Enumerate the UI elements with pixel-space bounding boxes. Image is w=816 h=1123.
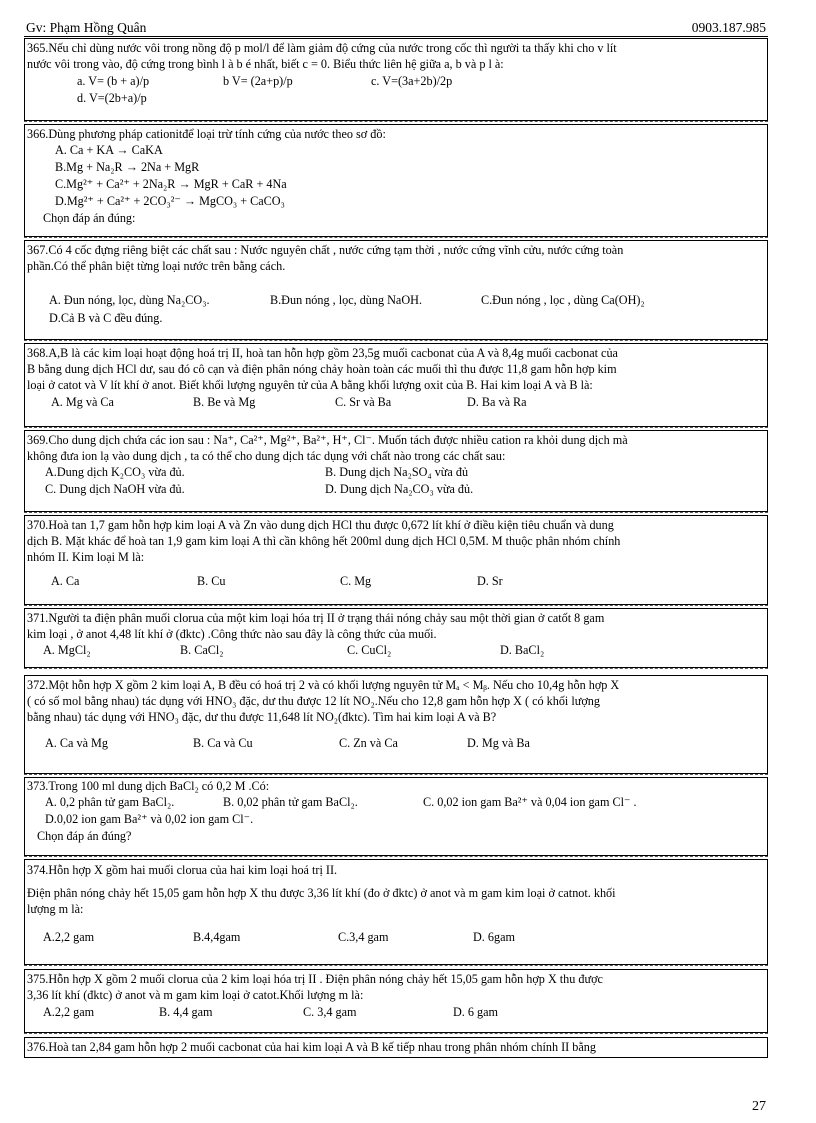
question-375 bbox=[24, 969, 768, 1033]
q375-line2: 3,36 lít khí (đktc) ở anot và m gam kim loại ở catot.Khối lượng m là: bbox=[27, 988, 364, 1002]
q374-option-a: A.2,2 gam bbox=[43, 930, 95, 944]
q371-option-b: B. CaCl₂ bbox=[180, 643, 224, 657]
q369-line2: không đưa ion lạ vào dung dịch , ta có thể cho dung dịch tác dụng với chất nào trong các chất sau: bbox=[27, 449, 506, 463]
q370-line3: nhóm II. Kim loại M là: bbox=[27, 550, 145, 564]
q376-line1: 376.Hoà tan 2,84 gam hỗn hợp 2 muối cacbonat của hai kim loại A và B kế tiếp nhau trong phân nhóm chính II bằng bbox=[27, 1040, 596, 1054]
q373-prompt: Chọn đáp án đúng? bbox=[37, 829, 132, 843]
q370-option-c: C. Mg bbox=[340, 574, 372, 588]
q368-option-a: A. Mg và Ca bbox=[51, 395, 114, 409]
q366-line1: 366.Dùng phương pháp cationitđể loại trừ tính cứng của nước theo sơ đồ: bbox=[27, 127, 386, 141]
q374-option-c: C.3,4 gam bbox=[338, 930, 389, 944]
separator bbox=[24, 774, 768, 775]
q368-line1: 368.A,B là các kim loại hoạt động hoá trị II, hoà tan hỗn hợp gồm 23,5g muối cacbonat của A và 8,4g muối cacbonat của bbox=[27, 346, 618, 360]
q369-option-d: D. Dung dịch Na₂CO₃ vừa đủ. bbox=[325, 482, 474, 496]
q370-option-b: B. Cu bbox=[197, 574, 226, 588]
q374-option-b: B.4,4gam bbox=[193, 930, 241, 944]
q368-option-b: B. Be và Mg bbox=[193, 395, 256, 409]
q371-option-c: C. CuCl₂ bbox=[347, 643, 392, 657]
question-374 bbox=[24, 859, 768, 965]
separator bbox=[24, 512, 768, 513]
q375-option-b: B. 4,4 gam bbox=[159, 1005, 213, 1019]
q374-line2: Điện phân nóng chảy hết 15,05 gam hỗn hợp X thu được 3,36 lít khí (đo ở đktc) ở anot và m gam kim loại ở catnot. khối bbox=[27, 886, 616, 900]
q375-option-a: A.2,2 gam bbox=[43, 1005, 95, 1019]
q369-option-b: B. Dung dịch Na₂SO₄ vừa đủ bbox=[325, 465, 469, 479]
q365-line1: 365.Nếu chỉ dùng nước vôi trong nồng độ p mol/l để làm giảm độ cứng của nước trong cốc thì người ta thấy khi cho v lít bbox=[27, 41, 617, 55]
separator bbox=[24, 668, 768, 669]
q367-option-d: D.Cả B và C đều đúng. bbox=[49, 311, 163, 325]
q373-option-d: D.0,02 ion gam Ba²⁺ và 0,02 ion gam Cl⁻. bbox=[45, 812, 254, 826]
q365-line2: nước vôi trong vào, độ cứng trong bình l à b é nhất, biết c = 0. Biểu thức liên hệ giữa a, b và p l à: bbox=[27, 57, 504, 71]
page-number: 27 bbox=[752, 1099, 766, 1114]
q367-line2: phần.Có thể phân biệt từng loại nước trên bằng cách. bbox=[27, 259, 286, 273]
q375-line1: 375.Hỗn hợp X gồm 2 muối clorua của 2 kim loại hóa trị II . Điện phân nóng chảy hết 15,05 gam hỗn hợp X thu được bbox=[27, 972, 603, 986]
question-365 bbox=[24, 38, 768, 121]
q374-option-d: D. 6gam bbox=[473, 930, 515, 944]
q366-option-b: B.Mg + Na₂R → 2Na + MgR bbox=[55, 160, 200, 174]
q374-line1: 374.Hỗn hợp X gồm hai muối clorua của hai kim loại hoá trị II. bbox=[27, 863, 338, 877]
author-phone: 0903.187.985 bbox=[691, 20, 766, 35]
q366-option-a: A. Ca + KA → CaKA bbox=[55, 143, 163, 157]
question-369 bbox=[24, 430, 768, 512]
q365-option-c: c. V=(3a+2b)/2p bbox=[371, 74, 453, 88]
q368-line2: B bằng dung dịch HCl dư, sau đó cô cạn và điện phân nóng chảy hoàn toàn các muối thì thu được 11,8 gam hỗn hợp kim bbox=[27, 362, 617, 376]
q367-option-b: B.Đun nóng , lọc, dùng NaOH. bbox=[270, 293, 422, 307]
q372-option-c: C. Zn và Ca bbox=[339, 736, 398, 750]
question-376 bbox=[24, 1037, 768, 1058]
separator bbox=[24, 965, 768, 966]
q365-option-d: d. V=(2b+a)/p bbox=[77, 91, 147, 105]
q372-option-a: A. Ca và Mg bbox=[45, 736, 108, 750]
q370-option-d: D. Sr bbox=[477, 574, 503, 588]
question-368 bbox=[24, 343, 768, 427]
question-367 bbox=[24, 240, 768, 340]
q372-option-d: D. Mg và Ba bbox=[467, 736, 530, 750]
q372-line1: 372.Một hỗn hợp X gồm 2 kim loại A, B đều có hoá trị 2 và có khối lượng nguyên tử Mₐ < Mᵦ. Nếu cho 10,4g hỗn hợp X bbox=[27, 678, 620, 692]
q368-option-d: D. Ba và Ra bbox=[467, 395, 527, 409]
q370-line1: 370.Hoà tan 1,7 gam hỗn hợp kim loại A và Zn vào dung dịch HCl thu được 0,672 lít khí ở điều kiện tiêu chuẩn và dung bbox=[27, 518, 614, 532]
q365-option-b: b V= (2a+p)/p bbox=[223, 74, 293, 88]
question-372 bbox=[24, 675, 768, 774]
author-name: Gv: Phạm Hồng Quân bbox=[26, 20, 147, 35]
separator bbox=[24, 605, 768, 606]
q366-option-c: C.Mg²⁺ + Ca²⁺ + 2Na₂R → MgR + CaR + 4Na bbox=[55, 177, 287, 191]
q367-option-c: C.Đun nóng , lọc , dùng Ca(OH)₂ bbox=[481, 293, 645, 307]
question-366 bbox=[24, 124, 768, 237]
q369-line1: 369.Cho dung dịch chứa các ion sau : Na⁺, Ca²⁺, Mg²⁺, Ba²⁺, H⁺, Cl⁻. Muốn tách được nhiều cation ra khỏi dung dịch mà bbox=[27, 433, 628, 447]
q375-option-d: D. 6 gam bbox=[453, 1005, 499, 1019]
header-rule bbox=[24, 36, 768, 37]
q371-option-d: D. BaCl₂ bbox=[500, 643, 545, 657]
q371-option-a: A. MgCl₂ bbox=[43, 643, 91, 657]
separator bbox=[24, 1033, 768, 1034]
q374-line3: lượng m là: bbox=[27, 902, 84, 916]
question-373 bbox=[24, 777, 768, 856]
separator bbox=[24, 121, 768, 122]
q372-option-b: B. Ca và Cu bbox=[193, 736, 253, 750]
q367-line1: 367.Có 4 cốc đựng riêng biệt các chất sau : Nước nguyên chất , nước cứng tạm thời , nước cứng vĩnh cửu, nước cứng toàn bbox=[27, 243, 624, 257]
question-371 bbox=[24, 608, 768, 668]
q365-option-a: a. V= (b + a)/p bbox=[77, 74, 150, 88]
separator bbox=[24, 237, 768, 238]
q366-prompt: Chọn đáp án đúng: bbox=[43, 211, 136, 225]
separator bbox=[24, 856, 768, 857]
q373-option-b: B. 0,02 phân tử gam BaCl₂. bbox=[223, 795, 358, 809]
q373-line1: 373.Trong 100 ml dung dịch BaCl₂ có 0,2 M .Có: bbox=[27, 779, 270, 793]
q371-line2: kim loại , ở anot 4,48 lít khí ở (đktc) .Công thức nào sau đây là công thức của muối. bbox=[27, 627, 437, 641]
separator bbox=[24, 340, 768, 341]
q373-option-c: C. 0,02 ion gam Ba²⁺ và 0,04 ion gam Cl⁻ . bbox=[423, 795, 637, 809]
q370-line2: dịch B. Mặt khác để hoà tan 1,9 gam kim loại A thì cần không hết 200ml dung dịch HCl 0,5M. M thuộc phân nhóm chính bbox=[27, 534, 621, 548]
q369-option-a: A.Dung dịch K₂CO₃ vừa đủ. bbox=[45, 465, 185, 479]
q368-line3: loại ở catot và V lít khí ở anot. Biết khối lượng nguyên tử của A bằng khối lượng oxit của B. Hai kim loại A và B là: bbox=[27, 378, 593, 392]
q368-option-c: C. Sr và Ba bbox=[335, 395, 392, 409]
question-370 bbox=[24, 515, 768, 605]
separator bbox=[24, 427, 768, 428]
q369-option-c: C. Dung dịch NaOH vừa đủ. bbox=[45, 482, 185, 496]
q372-line3: bằng nhau) tác dụng với HNO₃ đặc, dư thu được 11,648 lít NO₂(đktc). Tìm hai kim loại A và B? bbox=[27, 710, 497, 724]
q370-option-a: A. Ca bbox=[51, 574, 80, 588]
q372-line2: ( có số mol bằng nhau) tác dụng với HNO₃ đặc, dư thu được 12 lít NO₂.Nếu cho 12,8 gam hỗn hợp X ( có khối lượng bbox=[27, 694, 600, 708]
q373-option-a: A. 0,2 phân tử gam BaCl₂. bbox=[45, 795, 175, 809]
q371-line1: 371.Người ta điện phân muối clorua của một kim loại hóa trị II ở trạng thái nóng chảy sau một thời gian ở catốt 8 gam bbox=[27, 611, 605, 625]
q366-option-d: D.Mg²⁺ + Ca²⁺ + 2CO₃²⁻ → MgCO₃ + CaCO₃ bbox=[55, 194, 285, 208]
q367-option-a: A. Đun nóng, lọc, dùng Na₂CO₃. bbox=[49, 293, 210, 307]
q375-option-c: C. 3,4 gam bbox=[303, 1005, 357, 1019]
